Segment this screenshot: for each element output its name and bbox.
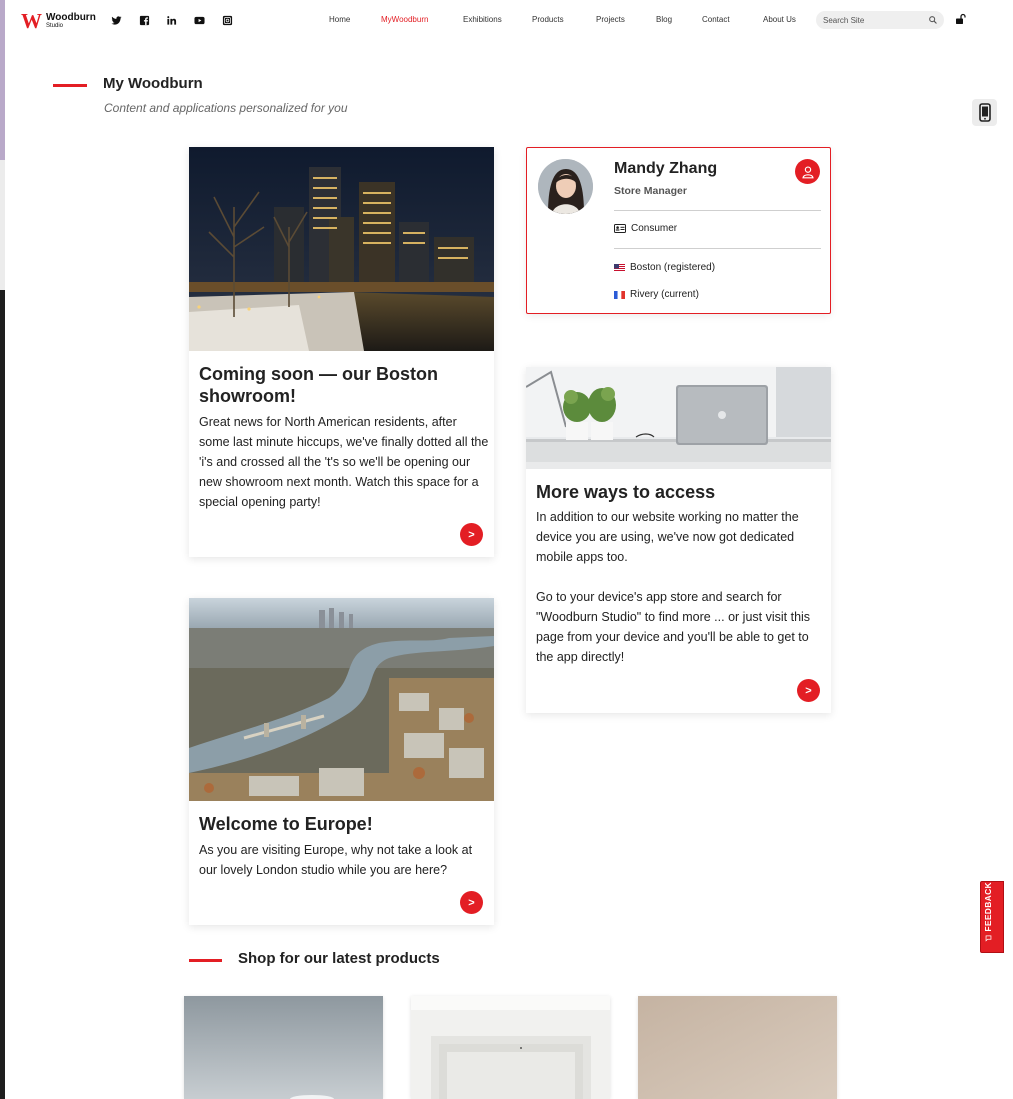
nav-products[interactable]: Products — [532, 15, 564, 24]
product-tile-2[interactable] — [411, 996, 610, 1099]
nav-mywoodburn[interactable]: MyWoodburn — [381, 15, 429, 24]
search-icon[interactable] — [928, 15, 938, 25]
product-tile-3[interactable] — [638, 996, 837, 1099]
nav-projects[interactable]: Projects — [596, 15, 625, 24]
us-flag-icon — [614, 264, 625, 272]
nav-about-us[interactable]: About Us — [763, 15, 796, 24]
site-logo[interactable] — [21, 10, 101, 32]
laptop-desk-image — [526, 367, 831, 469]
shop-section-title: Shop for our latest products — [238, 950, 440, 967]
user-profile-card — [526, 147, 831, 314]
facebook-icon[interactable] — [138, 14, 150, 26]
fr-flag-icon — [614, 291, 625, 299]
logo-subtitle: Studio — [46, 23, 64, 29]
left-window-edge — [0, 0, 5, 1099]
profile-role: Store Manager — [614, 185, 687, 197]
nav-contact[interactable]: Contact — [702, 15, 730, 24]
profile-name: Mandy Zhang — [614, 160, 718, 177]
europe-card-body: As you are visiting Europe, why not take a look at our lovely London studio while you are here? — [199, 843, 473, 877]
speech-bubble-icon — [984, 934, 991, 943]
page-title: My Woodburn — [103, 75, 203, 92]
boston-card-body: Great news for North American residents, after some last minute hiccups, we've finally dotted all the 'i's and crossed all the 't's so we'll be opening our new showroom next month. Watch this space for a special opening party! — [199, 415, 489, 509]
page-subtitle: Content and applications personalized for you — [104, 101, 348, 115]
profile-location-registered — [614, 262, 715, 273]
profile-divider-top — [614, 210, 821, 211]
nav-blog[interactable]: Blog — [656, 15, 673, 24]
welcome-europe-card — [189, 598, 494, 925]
youtube-icon[interactable] — [193, 14, 205, 26]
profile-divider-bottom — [614, 248, 821, 249]
more-ways-to-access-card — [526, 367, 831, 713]
shop-accent-bar — [189, 959, 222, 962]
feedback-tab[interactable] — [980, 881, 1004, 953]
left-edge-dark — [0, 290, 5, 1099]
site-header — [5, 0, 1013, 42]
linkedin-icon[interactable] — [165, 14, 177, 26]
access-card-title: More ways to access — [536, 482, 716, 502]
profile-location-registered-label: Boston (registered) — [630, 262, 716, 273]
id-card-icon — [614, 224, 626, 233]
heading-accent-bar — [53, 84, 87, 87]
boston-night-skyline-image — [189, 147, 494, 351]
logo-name: Woodburn — [46, 12, 96, 23]
boston-card-title: Coming soon — our Boston showroom! — [199, 364, 438, 406]
mobile-device-button[interactable] — [972, 99, 997, 126]
profile-location-current — [614, 289, 699, 300]
unlock-icon[interactable] — [955, 13, 967, 25]
user-account-icon[interactable] — [795, 159, 820, 184]
logo-mark: W — [21, 9, 42, 33]
left-edge-pale — [0, 160, 5, 290]
profile-segment-row — [614, 223, 677, 234]
twitter-icon[interactable] — [110, 14, 122, 26]
europe-read-more-button[interactable]: > — [460, 891, 483, 914]
mobile-phone-icon — [979, 103, 991, 122]
boston-showroom-card — [189, 147, 494, 557]
london-aerial-image — [189, 598, 494, 801]
nav-exhibitions[interactable]: Exhibitions — [463, 15, 502, 24]
search-input[interactable] — [823, 14, 923, 26]
profile-segment: Consumer — [631, 223, 678, 234]
nav-home[interactable]: Home — [329, 15, 351, 24]
product-tile-1[interactable] — [184, 996, 383, 1099]
profile-location-current-label: Rivery (current) — [630, 289, 699, 300]
search-box — [816, 11, 944, 29]
boston-read-more-button[interactable]: > — [460, 523, 483, 546]
access-read-more-button[interactable]: > — [797, 679, 820, 702]
access-card-body: In addition to our website working no matter the device you are using, we've now got dedicated mobile apps too. Go to your device's app store and search for "Woodburn Studio" to find more ... or just visit this page from your device and you'll be able to get to the app directly! — [536, 510, 811, 664]
instagram-icon[interactable] — [221, 14, 233, 26]
feedback-label: FEEDBACK — [983, 882, 993, 932]
feedback-label-row — [983, 882, 993, 942]
europe-card-title: Welcome to Europe! — [199, 814, 373, 834]
avatar[interactable] — [538, 159, 593, 214]
